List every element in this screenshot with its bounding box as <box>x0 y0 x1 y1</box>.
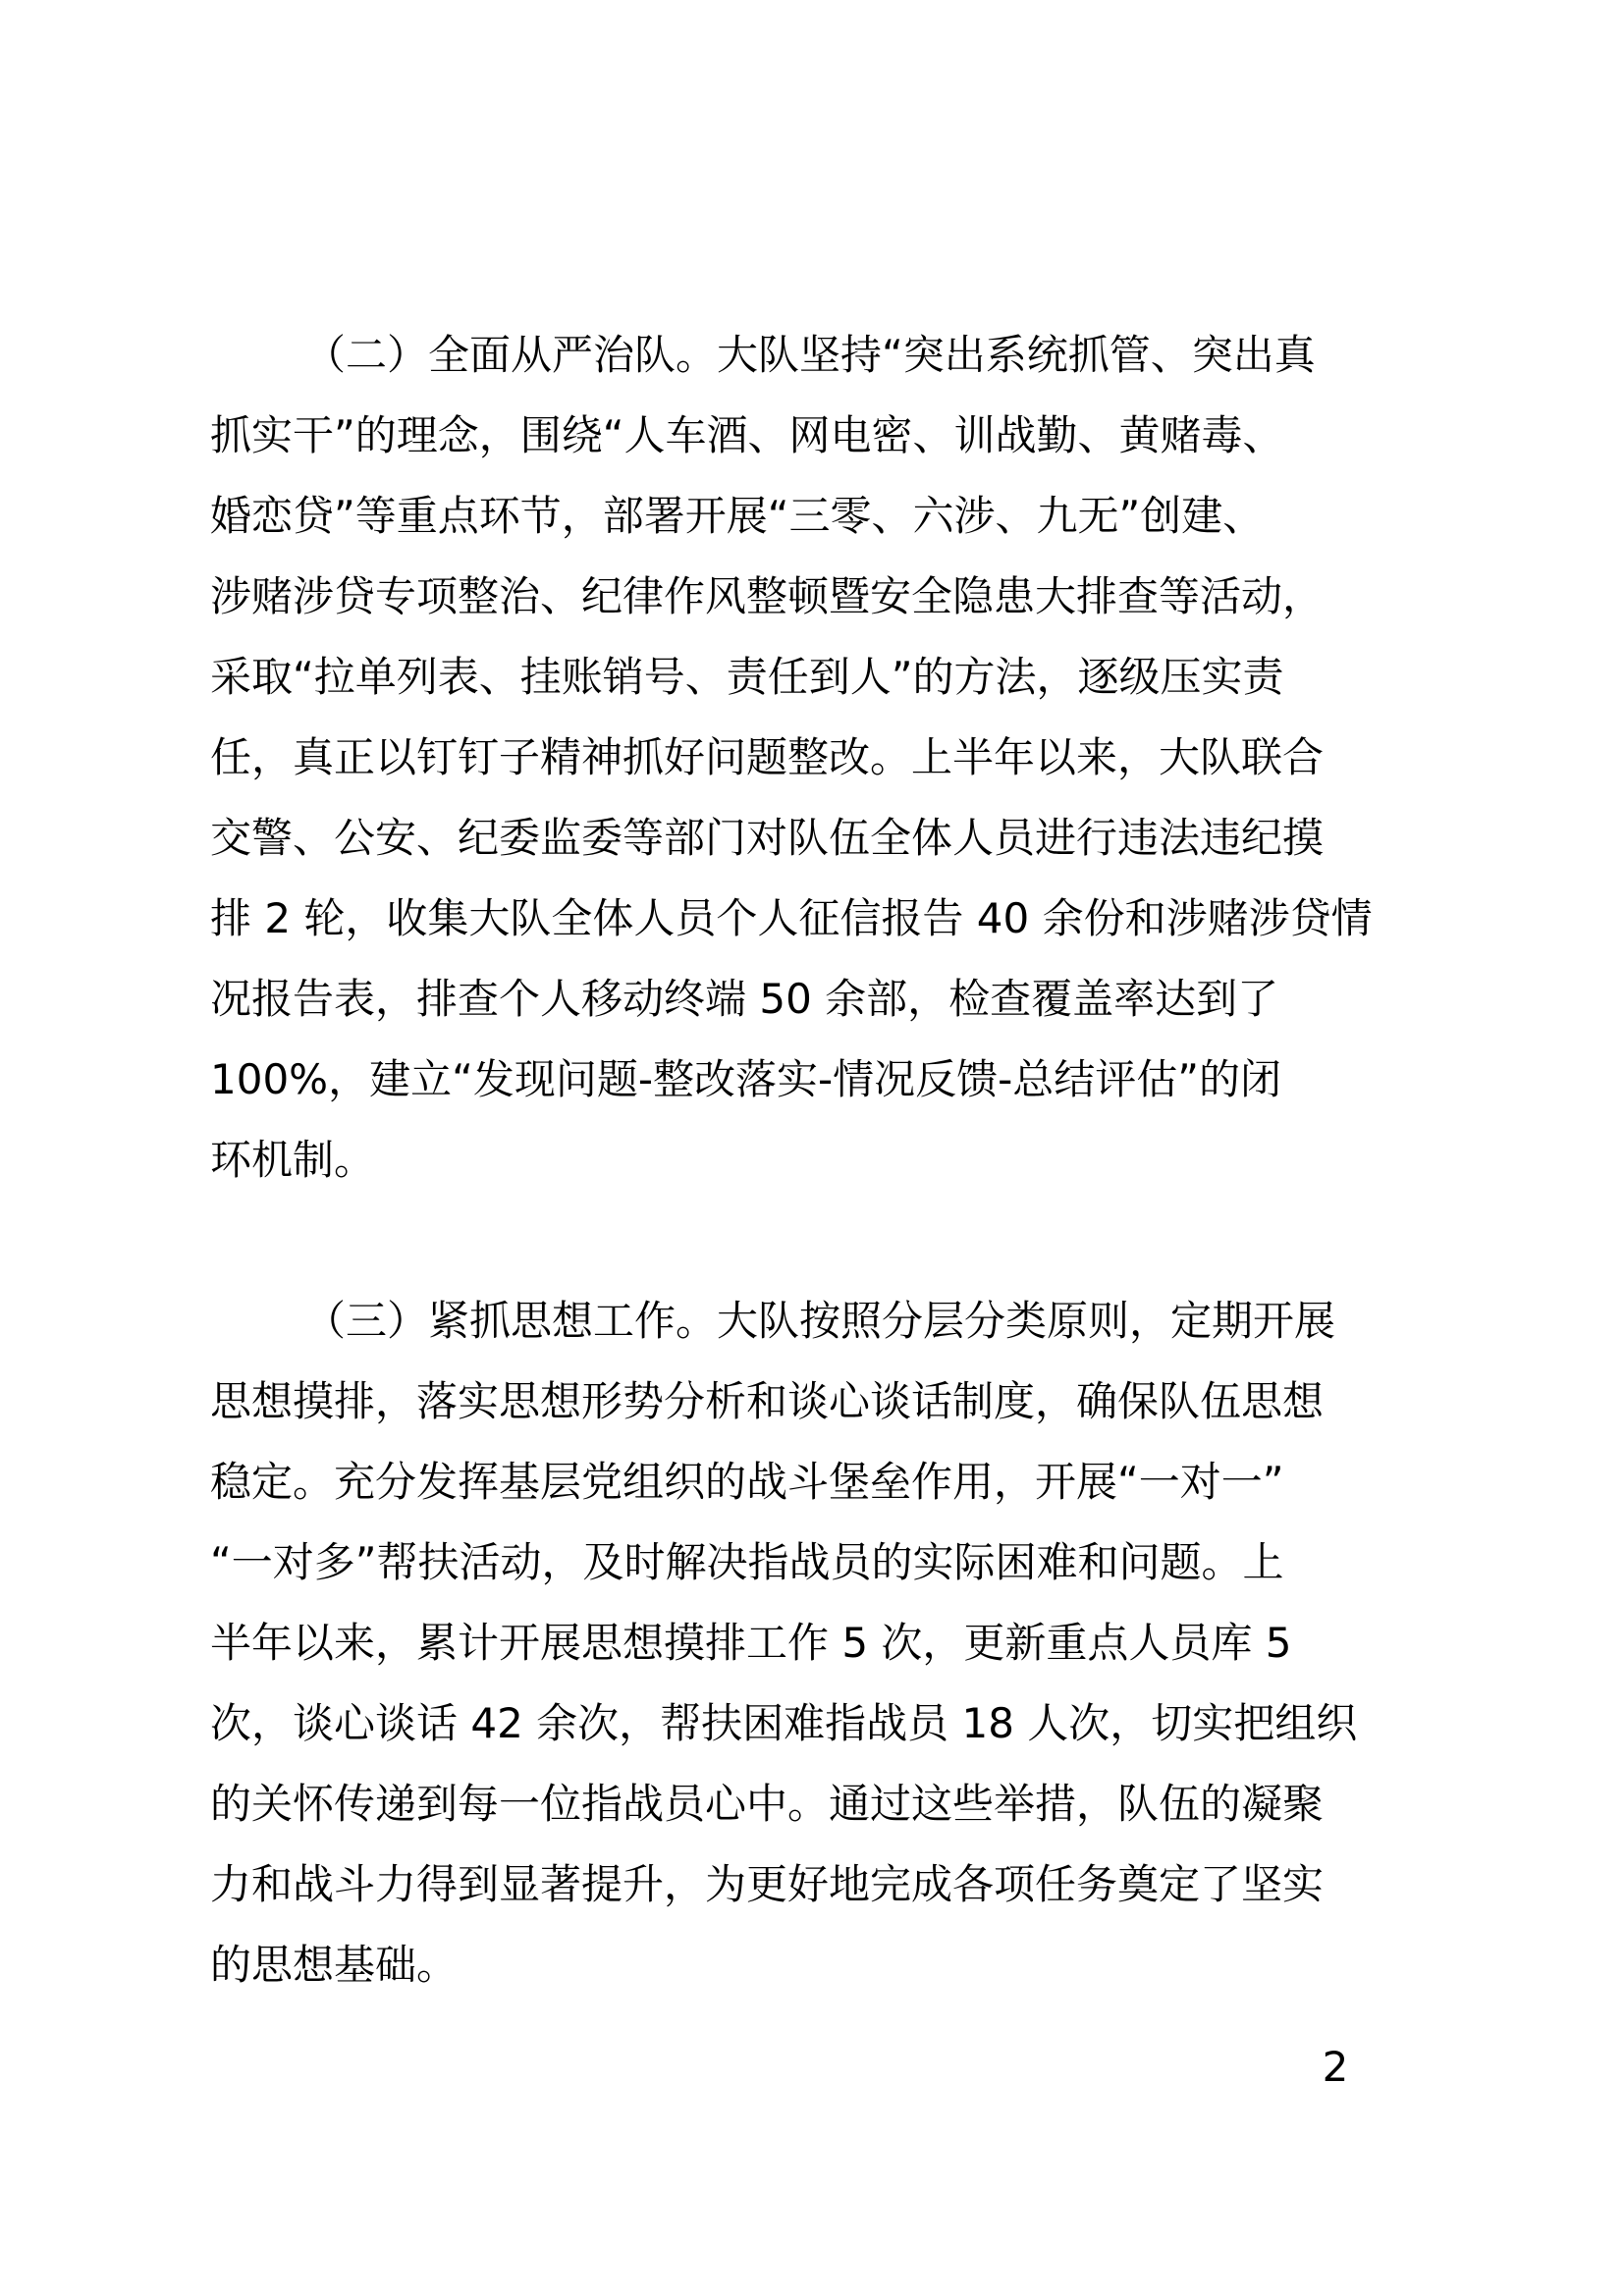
text-line: （三）紧抓思想工作。大队按照分层分类原则，定期开展 <box>304 1297 1336 1345</box>
text-line: 环机制。 <box>210 1136 376 1184</box>
text-line: 稳定。充分发挥基层党组织的战斗堡垒作用，开展“一对一” <box>210 1458 1284 1506</box>
text-line: 思想摸排，落实思想形势分析和谈心谈话制度，确保队伍思想 <box>210 1377 1325 1425</box>
text-line: 100%，建立“发现问题-整改落实-情况反馈-总结评估”的闭 <box>210 1055 1282 1103</box>
text-line: 况报告表，排查个人移动终端 50 余部，检查覆盖率达到了 <box>210 975 1279 1023</box>
text-line: “一对多”帮扶活动，及时解决指战员的实际困难和问题。上 <box>210 1538 1284 1586</box>
paragraph-ideological-work <box>210 1281 1428 2005</box>
text-line: （二）全面从严治队。大队坚持“突出系统抓管、突出真 <box>304 331 1316 379</box>
text-line: 的思想基础。 <box>210 1941 459 1989</box>
paragraph-discipline <box>210 315 1428 1201</box>
page-number: 2 <box>1322 2043 1349 2091</box>
text-line: 任，真正以钉钉子精神抓好问题整改。上半年以来，大队联合 <box>210 733 1325 781</box>
text-line: 的关怀传递到每一位指战员心中。通过这些举措，队伍的凝聚 <box>210 1780 1325 1828</box>
text-line: 次，谈心谈话 42 余次，帮扶困难指战员 18 人次，切实把组织 <box>210 1699 1358 1747</box>
text-line: 抓实干”的理念，围绕“人车酒、网电密、训战勤、黄赌毒、 <box>210 411 1284 459</box>
text-line: 采取“拉单列表、挂账销号、责任到人”的方法，逐级压实责 <box>210 653 1284 701</box>
text-line: 排 2 轮，收集大队全体人员个人征信报告 40 余份和涉赌涉贷情 <box>210 894 1373 942</box>
text-line: 半年以来，累计开展思想摸排工作 5 次，更新重点人员库 5 <box>210 1619 1292 1667</box>
text-line: 力和战斗力得到显著提升，为更好地完成各项任务奠定了坚实 <box>210 1860 1325 1908</box>
text-line: 婚恋贷”等重点环节，部署开展“三零、六涉、九无”创建、 <box>210 492 1265 540</box>
text-line: 交警、公安、纪委监委等部门对队伍全体人员进行违法违纪摸 <box>210 814 1325 862</box>
text-line: 涉赌涉贷专项整治、纪律作风整顿暨安全隐患大排查等活动， <box>210 572 1325 620</box>
